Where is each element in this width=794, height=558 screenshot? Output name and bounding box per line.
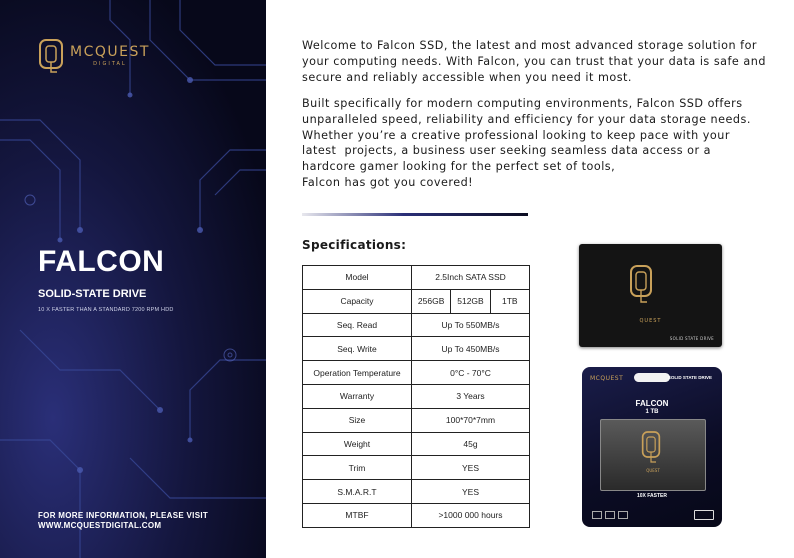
intro-line: unparalleled speed, reliability and efficiency for your data storage needs.: [302, 112, 751, 126]
brand-name: MCQUEST: [70, 44, 150, 60]
laptop-icon: [592, 511, 602, 519]
drive-brand: QUEST: [639, 318, 662, 324]
drive-label: SOLID STATE DRIVE: [669, 336, 714, 341]
package-device-icons: [592, 511, 628, 519]
spec-value: 3 Years: [412, 384, 530, 408]
desktop-icon: [605, 511, 615, 519]
intro-line: Whether you’re a creative professional looking to keep pace with your: [302, 128, 730, 142]
intro-line: latest projects, a business user seeking seamless data access or a: [302, 144, 711, 158]
brand-panel: [0, 0, 266, 558]
spec-label: S.M.A.R.T: [303, 480, 412, 504]
package-name: FALCON: [635, 399, 669, 408]
intro-line: hardcore gamer looking for the perfect set of tools,: [302, 160, 616, 174]
specs-heading: Specifications:: [302, 238, 407, 252]
intro-line: Built specifically for modern computing environments, Falcon SSD offers: [302, 97, 743, 110]
spec-label: Operation Temperature: [303, 361, 412, 385]
brand-sub: DIGITAL: [93, 61, 127, 67]
circuit-background: [0, 0, 266, 558]
table-row: [303, 408, 530, 432]
table-row: [303, 337, 530, 361]
capacity-option: 1TB: [490, 290, 529, 313]
spec-value: 2.5Inch SATA SSD: [412, 266, 530, 290]
warranty-badge-icon: [694, 510, 714, 520]
package-window: [600, 419, 706, 491]
capacity-option: 256GB: [417, 296, 445, 307]
logo-mark-icon: [38, 38, 64, 74]
spec-value: YES: [412, 480, 530, 504]
table-row: [303, 289, 530, 313]
package-inner-brand: QUEST: [646, 468, 660, 473]
product-title: FALCON: [38, 245, 165, 278]
spec-value-capacity: [412, 289, 530, 313]
intro-paragraph-2: [302, 96, 772, 191]
quest-logo-icon: [629, 264, 653, 304]
spec-label: Weight: [303, 432, 412, 456]
spec-label: Capacity: [303, 289, 412, 313]
package-faster: 10X FASTER: [636, 493, 667, 499]
quest-logo-icon: [641, 430, 661, 464]
spec-value: 100*70*7mm: [412, 408, 530, 432]
footer-info: FOR MORE INFORMATION, PLEASE VISIT: [38, 511, 209, 520]
package-capacity: 1 TB: [645, 409, 659, 415]
product-subtitle: SOLID-STATE DRIVE: [38, 288, 147, 300]
brand-logo: [38, 38, 150, 74]
package-hang-hole: [634, 373, 670, 382]
spec-label: Seq. Write: [303, 337, 412, 361]
spec-label: Warranty: [303, 384, 412, 408]
product-tagline: 10 X FASTER THAN A STANDARD 7200 RPM HDD: [38, 307, 174, 313]
specs-table: [302, 265, 530, 528]
table-row: [303, 384, 530, 408]
spec-label: Size: [303, 408, 412, 432]
capacity-option: 512GB: [450, 290, 489, 313]
table-row: [303, 480, 530, 504]
table-row: [303, 456, 530, 480]
package-brand: MCQUEST: [590, 375, 624, 382]
table-row: [303, 266, 530, 290]
spec-label: Trim: [303, 456, 412, 480]
spec-label: MTBF: [303, 503, 412, 527]
ssd-package-image: [582, 367, 722, 527]
table-row: [303, 361, 530, 385]
spec-value: YES: [412, 456, 530, 480]
section-divider: [302, 213, 528, 216]
table-row: [303, 313, 530, 337]
spec-value: >1000 000 hours: [412, 503, 530, 527]
table-row: [303, 432, 530, 456]
ssd-drive-image: [579, 244, 722, 347]
phone-icon: [618, 511, 628, 519]
table-row: [303, 503, 530, 527]
spec-value: Up To 450MB/s: [412, 337, 530, 361]
spec-value: 45g: [412, 432, 530, 456]
package-type: SOLID STATE DRIVE: [667, 375, 712, 380]
spec-label: Seq. Read: [303, 313, 412, 337]
intro-line: Falcon has got you covered!: [302, 175, 474, 189]
spec-value: 0°C - 70°C: [412, 361, 530, 385]
footer-website: WWW.MCQUESTDIGITAL.COM: [38, 521, 162, 530]
spec-value: Up To 550MB/s: [412, 313, 530, 337]
intro-paragraph-1: Welcome to Falcon SSD, the latest and most advanced storage solution for your computing needs. With Falcon, you can trust that your data is safe and secure and reliably accessible when you need it most.: [302, 39, 766, 84]
spec-label: Model: [303, 266, 412, 290]
